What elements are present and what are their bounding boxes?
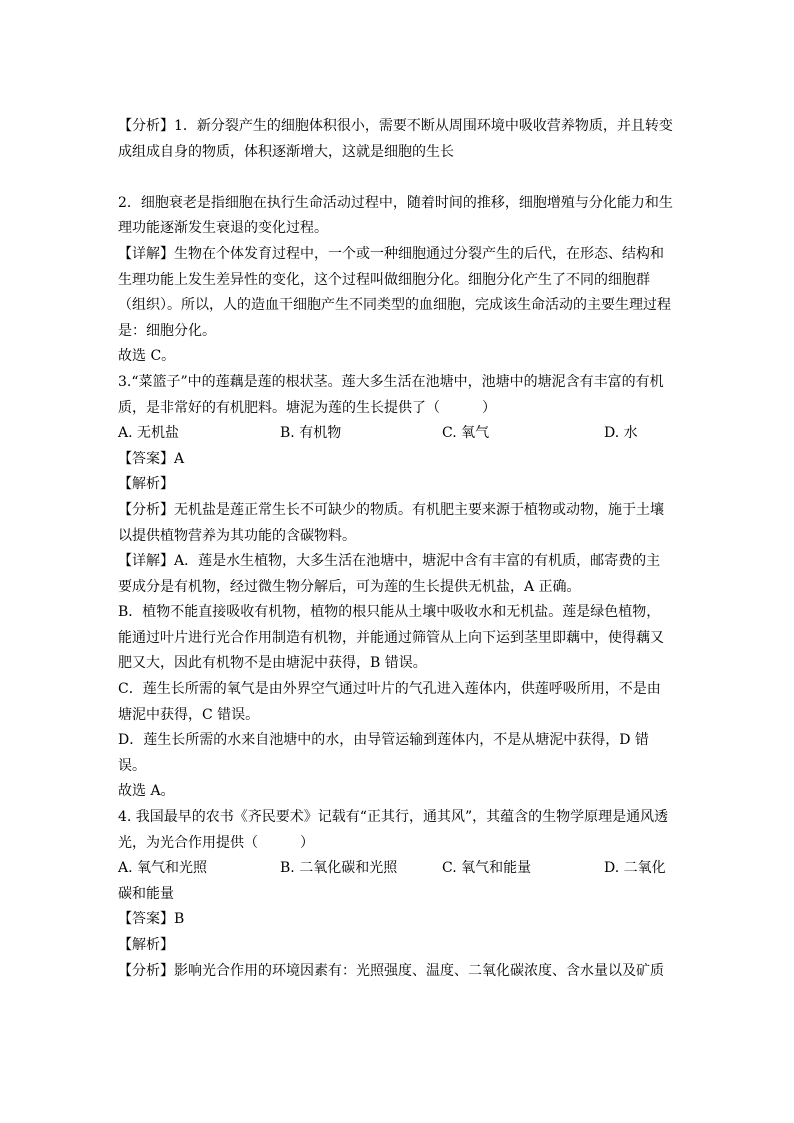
question-4-stem: 4. 我国最早的农书《齐民要术》记载有“正其行，通其风”，其蕴含的生物学原理是通风透 <box>118 809 669 826</box>
text-line: 故选 A。 <box>118 783 175 800</box>
option-d: D. 水 <box>604 425 638 442</box>
text-line: 塘泥中获得，C 错误。 <box>118 706 260 723</box>
option-d: D. 二氧化 <box>604 860 666 877</box>
text-line: 以提供植物营养为其功能的含碳物料。 <box>118 527 356 544</box>
text-line: 生理功能上发生差异性的变化，这个过程叫做细胞分化。细胞分化产生了不同的细胞群 <box>118 271 650 288</box>
option-a: A. 氧气和光照 <box>118 860 208 877</box>
text-line: 【详解】生物在个体发育过程中，一个或一种细胞通过分裂产生的后代，在形态、结构和 <box>118 245 664 262</box>
analysis-label: 【解析】 <box>118 937 174 953</box>
document-page <box>118 114 678 984</box>
option-c: C. 氧气和能量 <box>442 860 532 877</box>
text-line: 故选 C。 <box>118 348 176 365</box>
text-line: 【分析】影响光合作用的环境因素有：光照强度、温度、二氧化碳浓度、含水量以及矿质 <box>118 962 664 979</box>
blank-line <box>118 165 678 191</box>
text-line: 成组成自身的物质，体积逐渐增大，这就是细胞的生长 <box>118 143 454 160</box>
option-b: B. 二氧化碳和光照 <box>280 860 398 877</box>
text-line: 【详解】A．莲是水生植物，大多生活在池塘中，塘泥中含有丰富的有机质，邮寄费的主 <box>118 553 661 570</box>
question-3-stem: 3.“菜篮子”中的莲藕是莲的根状茎。莲大多生活在池塘中，池塘中的塘泥含有丰富的有机 <box>118 373 664 390</box>
text-line: 碳和能量 <box>118 885 174 902</box>
text-line: B．植物不能直接吸收有机物，植物的根只能从土壤中吸收水和无机盐。莲是绿色植物， <box>118 604 661 621</box>
text-line: 是：细胞分化。 <box>118 322 216 339</box>
text-line: D．莲生长所需的水来自池塘中的水，由导管运输到莲体内，不是从塘泥中获得，D 错 <box>118 732 649 749</box>
question-3-stem: 质，是非常好的有机肥料。塘泥为莲的生长提供了（ ） <box>118 399 496 416</box>
text-line: 要成分是有机物，经过微生物分解后，可为莲的生长提供无机盐，A 正确。 <box>118 578 581 595</box>
text-line: 【分析】无机盐是莲正常生长不可缺少的物质。有机肥主要来源于植物或动物，施于土壤 <box>118 501 664 518</box>
question-4-options <box>118 856 678 882</box>
text-line: 肥又大，因此有机物不是由塘泥中获得，B 错误。 <box>118 655 427 672</box>
option-a: A. 无机盐 <box>118 425 180 442</box>
answer-label: 【答案】A <box>118 450 185 467</box>
text-line: 2．细胞衰老是指细胞在执行生命活动过程中，随着时间的推移，细胞增殖与分化能力和生 <box>118 194 673 211</box>
text-line: 能通过叶片进行光合作用制造有机物，并能通过筛管从上向下运到茎里即藕中，使得藕又 <box>118 629 664 646</box>
text-line: 理功能逐渐发生衰退的变化过程。 <box>118 220 328 237</box>
answer-label: 【答案】B <box>118 911 185 928</box>
text-line: 【分析】1．新分裂产生的细胞体积很小，需要不断从周围环境中吸收营养物质，并且转变 <box>118 118 673 134</box>
text-line: （组织）。所以，人的造血干细胞产生不同类型的血细胞，完成该生命活动的主要生理过程 <box>118 297 671 314</box>
text-line: C．莲生长所需的氧气是由外界空气通过叶片的气孔进入莲体内，供莲呼吸所用，不是由 <box>118 681 661 698</box>
analysis-label: 【解析】 <box>118 476 174 493</box>
question-3-options <box>118 421 678 447</box>
text-line: 误。 <box>118 757 146 774</box>
option-b: B. 有机物 <box>280 425 342 442</box>
option-c: C. 氧气 <box>442 425 490 442</box>
question-4-stem: 光，为光合作用提供（ ） <box>118 834 314 851</box>
